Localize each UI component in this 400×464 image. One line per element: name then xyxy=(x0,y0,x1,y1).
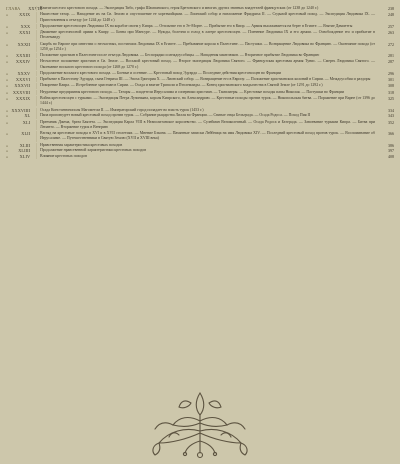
toc-entry xyxy=(6,154,394,159)
toc-entry xyxy=(6,131,394,141)
chapter-title: Взгляд на крестовые походы в XVI и в XVII столетиях. — Мнение Бэкона. — Памятные записки Лейбница на имя Людовика XIV. — Последний крестовый поход против турок. — Воспоминание об Иерусалиме. — Путешественники в Святую Землю (XVII и XVIII века) xyxy=(36,131,378,141)
chapter-roman-numeral: XXXIII xyxy=(16,53,31,59)
chapter-number xyxy=(6,108,36,113)
chapter-roman-numeral: XXXIV xyxy=(15,59,31,65)
toc-entry xyxy=(6,113,394,118)
toc-entry xyxy=(6,59,394,69)
chapter-marker: » xyxy=(6,131,9,137)
chapter-marker: » xyxy=(6,12,9,18)
chapter-number xyxy=(6,59,36,64)
toc-entry xyxy=(6,6,394,11)
page-number: 238 xyxy=(388,6,394,11)
chapter-marker: » xyxy=(6,142,9,148)
toc-entry xyxy=(6,30,394,40)
chapter-marker: » xyxy=(6,77,9,83)
toc-entry xyxy=(6,83,394,88)
toc-entry xyxy=(6,42,394,52)
chapter-marker: » xyxy=(6,30,9,36)
page-number: 263 xyxy=(388,30,394,36)
chapter-title: Папа проповедует новый крестовый поход против турок. — Собрание рыцарства Лилля во Франции. — Святые отцы Бельграда. — Осада Родоса. — Поход Пия II xyxy=(36,113,378,118)
chapter-roman-numeral: XXXVI xyxy=(15,77,31,83)
toc-entry xyxy=(6,77,394,82)
chapter-roman-numeral: XXXI xyxy=(19,30,31,36)
page-number: 334 xyxy=(388,107,394,113)
chapter-title: Взятие шестого крестового похода. — Экспедиция Тибо, графа Шампанского, героя Бретонского и многих других знатных владетелей французских (от 1238 до 1240 г.) xyxy=(36,6,378,11)
chapter-number xyxy=(6,113,36,118)
page-number: 281 xyxy=(388,53,394,59)
chapter-marker: » xyxy=(6,113,9,119)
chapter-roman-numeral: XXXII xyxy=(17,41,31,47)
chapter-number xyxy=(6,6,43,11)
toc-entry xyxy=(6,96,394,106)
chapter-title: Прибытие в Палестину Эдуарда, сына Генриха III. — Эпоха Григория X. — Лионский собор. — Возвращение его в Европу. — Положение христианских колоний в Сирии. — Междоусобия и раздоры xyxy=(36,77,378,82)
toc-entry xyxy=(6,108,394,113)
page-number: 397 xyxy=(388,148,394,154)
chapter-roman-numeral: XLIIII xyxy=(18,148,31,154)
chapter-number xyxy=(6,42,36,47)
chapter-title: Продолжение нравственной характеристики крестовых походов xyxy=(36,148,378,153)
chapter-number xyxy=(6,83,36,88)
chapter-marker: » xyxy=(6,89,9,95)
chapter-number xyxy=(6,120,36,125)
chapter-number xyxy=(6,96,36,101)
toc-entry xyxy=(6,53,394,58)
chapter-title: Нравственная характеристика крестовых походов xyxy=(36,143,378,148)
page-number: 287 xyxy=(388,59,394,65)
page-number: 296 xyxy=(388,70,394,76)
chapter-title: Движение крестоносной армии к Каиру. — Битва при Мансуре. — Нужды, болезни и голод в лагере крестоносцев. — Пленение Людовика IX и его армии. — Освобождение его и прибытие в Птолемаиду xyxy=(36,30,378,40)
chapter-roman-numeral: XLII xyxy=(21,131,31,137)
chapter-roman-numeral: XLI xyxy=(22,119,31,125)
chapter-title: Положение христиан в Палестине после отъезда Людовика. — Беспорядки и междоусобицы. — Нападения мамелюков. — Вторичное прибытие Людовика во Францию xyxy=(36,53,378,58)
page-number: 318 xyxy=(388,89,394,95)
chapter-marker: » xyxy=(6,41,9,47)
chapter-number xyxy=(6,53,36,58)
chapter-number xyxy=(6,24,36,29)
chapter-marker: » xyxy=(6,83,9,89)
chapter-marker: » xyxy=(6,59,9,65)
chapter-title: Неудачные предприятия крестового похода. — Татары — владетели Иерусалима и соперники христиан. — Тамплиеры. — Крестовые походы папы Николая. — Пастушки во Франции xyxy=(36,90,378,95)
chapter-number xyxy=(6,131,36,136)
toc-entry xyxy=(6,90,394,95)
chapter-title: Продолжение крестоносцев Людовика IX на корабле своем у Кипра. — Отплытие его в Эг-Морте. — Прибытие его в Кипр. — Армия высаживается на берег в Египте. — Взятие Дамиетты xyxy=(36,24,378,29)
chapter-title: Нашествие татар. — Нападение их на Св. Землю и опустошение ее хорезмийцами. — Лионский собор и низложение Фридриха II. — Седьмой крестовый поход. — Экспедиция Людовика IX. — Приготовления к отъезду (от 1244 до 1248 г.) xyxy=(36,12,378,22)
page-number: 352 xyxy=(388,119,394,125)
chapter-title: Осада Константинополя Магометом II. — Императорский город попадает во власть турок (1453 г.) xyxy=(36,108,378,113)
chapter-marker: » xyxy=(6,70,9,76)
table-of-contents xyxy=(6,6,394,160)
chapter-title: Скорбь во Европе при известии о несчастиях, постигших Людовика IX в Египте. — Пребывание короля в Палестине. — Пастушки. — Возвращение Людовика во Францию. — Окончание похода (от 1250 до 1254 г.) xyxy=(36,42,378,52)
chapter-title: Влияние крестовых походов xyxy=(36,154,378,159)
page-number: 366 xyxy=(388,131,394,137)
page-number: 386 xyxy=(388,142,394,148)
chapter-title: Продолжение восьмого крестового похода. — Боевые и осенние. — Крестовый поход Эдуарда — Последние действия крестоносцев во Франции xyxy=(36,71,378,76)
chapter-marker: » xyxy=(6,96,9,102)
chapter-roman-numeral: XXVIII xyxy=(28,6,43,11)
chapter-number xyxy=(6,12,36,17)
chapter-number xyxy=(6,148,36,153)
page-number: 325 xyxy=(388,96,394,102)
chapter-roman-numeral: XXXIX xyxy=(15,96,31,102)
chapter-roman-numeral: XXXVIIII xyxy=(11,107,31,113)
chapter-number xyxy=(6,77,36,82)
page-number: 343 xyxy=(388,113,394,119)
chapter-title: Несчастное положение христиан в Св. Земле. — Восьмой крестовый поход. — Второе экспедиция Людовика Святого. — Французская крестовая армия Тунис. — Смерть Людовика Святого. — Окончание восьмого крестового похода (от 1268 до 1270 г.) xyxy=(36,59,378,69)
chapter-marker: » xyxy=(6,148,9,154)
toc-entry xyxy=(6,148,394,153)
chapter-marker: ГЛАВА xyxy=(6,6,21,11)
chapter-roman-numeral: XXXVIII xyxy=(12,89,31,95)
chapter-title: Покорение Каира. — Истребление христиан в Сирии. — Осада и взятие Триполи и Птолемаиды. — Конец христианского владычества в Святой Земле (от 1291 до 1292 г.) xyxy=(36,83,378,88)
chapter-marker: » xyxy=(6,53,9,59)
chapter-roman-numeral: XLIV xyxy=(19,154,31,160)
chapter-number xyxy=(6,143,36,148)
chapter-number xyxy=(6,154,36,159)
page-number: 301 xyxy=(388,77,394,83)
page-number: 308 xyxy=(388,83,394,89)
chapter-title: Война крестоносцев с турками. — Экспедиция Петра Лузиньяна, короля Кипрского, на Александрию. — Крестовые походы против турок. — Никопольская битва. — Поражение при Варне (от 1396 до 1444 г.) xyxy=(36,96,378,106)
chapter-roman-numeral: XXIX xyxy=(19,12,31,18)
chapter-roman-numeral: XXX xyxy=(20,23,31,29)
page-number: 257 xyxy=(388,23,394,29)
chapter-roman-numeral: XL xyxy=(24,113,31,119)
chapter-roman-numeral: XLIII xyxy=(19,142,31,148)
chapter-number xyxy=(6,30,36,35)
floral-ornament-icon xyxy=(145,385,255,461)
chapter-number xyxy=(6,90,36,95)
chapter-number xyxy=(6,71,36,76)
toc-entry xyxy=(6,71,394,76)
chapter-marker: » xyxy=(6,107,9,113)
page-number: 408 xyxy=(388,154,394,160)
chapter-roman-numeral: XXXVII xyxy=(14,83,31,89)
chapter-marker: » xyxy=(6,119,9,125)
toc-entry xyxy=(6,12,394,22)
chapter-marker: » xyxy=(6,154,9,160)
chapter-marker: » xyxy=(6,23,9,29)
chapter-title: Преемник Джема, брата Баязета. — Экспедиция Карла VIII в Неаполитанское королевство. — Сулейман Великолепный. — Осада Родоса и Белграда. — Завоевание турками Кипра. — Битва при Лепанто. — Вторжение турок в Венгрию xyxy=(36,120,378,130)
page-number: 248 xyxy=(388,12,394,18)
toc-entry xyxy=(6,120,394,130)
toc-entry xyxy=(6,24,394,29)
page-number: 272 xyxy=(388,41,394,47)
toc-entry xyxy=(6,143,394,148)
chapter-roman-numeral: XXXV xyxy=(17,70,31,76)
